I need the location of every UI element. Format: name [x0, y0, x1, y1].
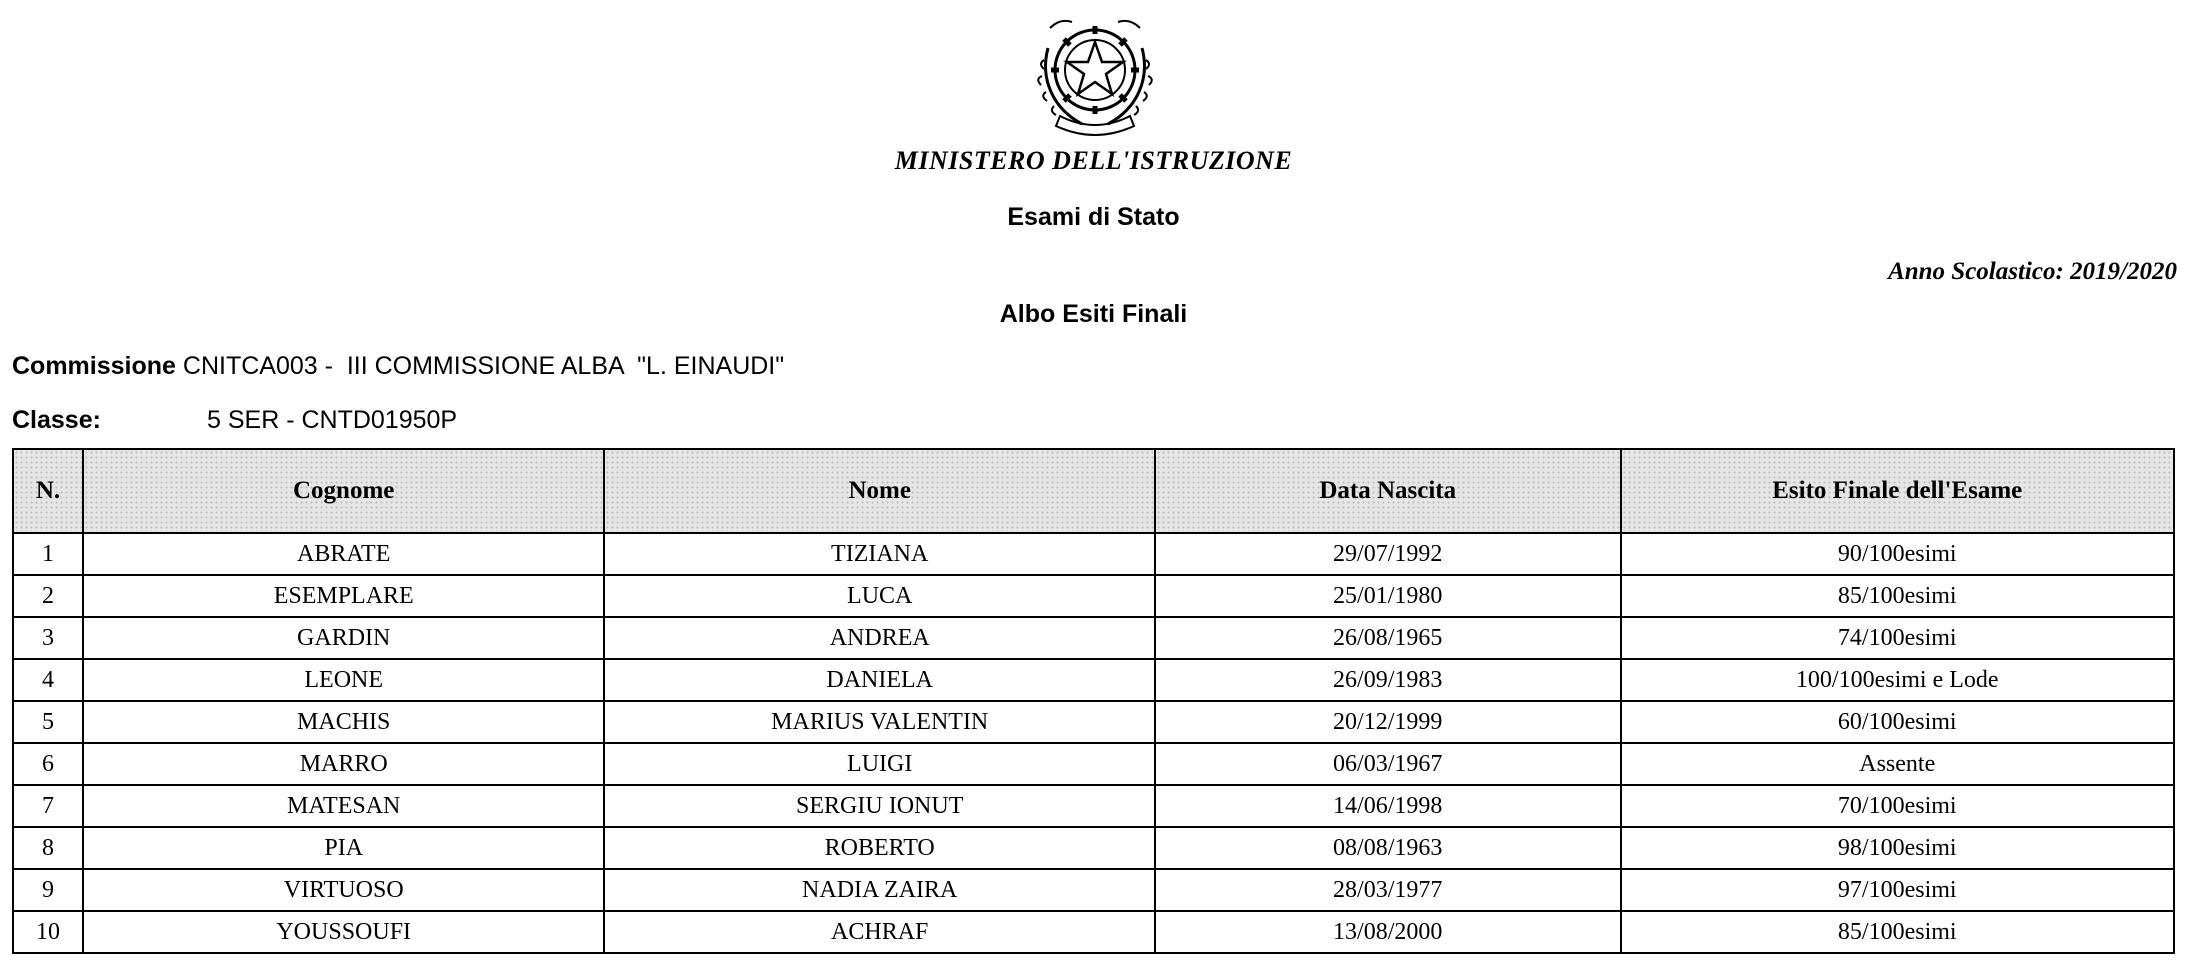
school-year: Anno Scolastico: 2019/2020	[1888, 258, 2177, 285]
cell-surname: ESEMPLARE	[83, 575, 605, 617]
cell-name: MARIUS VALENTIN	[604, 701, 1154, 743]
ministry-title: MINISTERO DELL'ISTRUZIONE	[894, 146, 1293, 175]
commission-line	[12, 352, 784, 381]
cell-number: 2	[13, 575, 83, 617]
class-label: Classe:	[12, 406, 101, 434]
cell-number: 10	[13, 911, 83, 953]
cell-birth-date: 29/07/1992	[1155, 533, 1621, 575]
cell-final-result: 85/100esimi	[1621, 575, 2175, 617]
cell-name: LUCA	[604, 575, 1154, 617]
cell-surname: MARRO	[83, 743, 605, 785]
cell-name: DANIELA	[604, 659, 1154, 701]
cell-birth-date: 13/08/2000	[1155, 911, 1621, 953]
cell-number: 9	[13, 869, 83, 911]
cell-surname: MACHIS	[83, 701, 605, 743]
cell-birth-date: 06/03/1967	[1155, 743, 1621, 785]
cell-final-result: 70/100esimi	[1621, 785, 2175, 827]
exams-subtitle: Esami di Stato	[1007, 203, 1180, 231]
header-birth-date: Data Nascita	[1155, 449, 1621, 533]
cell-surname: PIA	[83, 827, 605, 869]
header-final-result: Esito Finale dell'Esame	[1621, 449, 2175, 533]
italian-republic-emblem-icon	[1030, 8, 1160, 142]
table-row	[13, 827, 2174, 869]
cell-final-result: 60/100esimi	[1621, 701, 2175, 743]
commission-label: Commissione	[12, 352, 176, 380]
cell-surname: MATESAN	[83, 785, 605, 827]
cell-name: SERGIU IONUT	[604, 785, 1154, 827]
cell-surname: YOUSSOUFI	[83, 911, 605, 953]
cell-number: 5	[13, 701, 83, 743]
header-number: N.	[13, 449, 83, 533]
cell-final-result: 85/100esimi	[1621, 911, 2175, 953]
cell-name: LUIGI	[604, 743, 1154, 785]
cell-name: NADIA ZAIRA	[604, 869, 1154, 911]
cell-number: 1	[13, 533, 83, 575]
table-row	[13, 701, 2174, 743]
cell-surname: LEONE	[83, 659, 605, 701]
results-table	[12, 448, 2175, 954]
header-name: Nome	[604, 449, 1154, 533]
cell-birth-date: 28/03/1977	[1155, 869, 1621, 911]
table-header-row	[13, 449, 2174, 533]
cell-name: ROBERTO	[604, 827, 1154, 869]
table-row	[13, 785, 2174, 827]
table-row	[13, 533, 2174, 575]
cell-name: ACHRAF	[604, 911, 1154, 953]
cell-final-result: 97/100esimi	[1621, 869, 2175, 911]
cell-birth-date: 26/09/1983	[1155, 659, 1621, 701]
cell-number: 3	[13, 617, 83, 659]
cell-surname: GARDIN	[83, 617, 605, 659]
page-title: Albo Esiti Finali	[999, 300, 1188, 328]
header-surname: Cognome	[83, 449, 605, 533]
cell-final-result: 100/100esimi e Lode	[1621, 659, 2175, 701]
cell-name: TIZIANA	[604, 533, 1154, 575]
cell-final-result: 98/100esimi	[1621, 827, 2175, 869]
table-row	[13, 911, 2174, 953]
commission-value: CNITCA003 - III COMMISSIONE ALBA "L. EINAUDI"	[182, 352, 785, 380]
table-row	[13, 659, 2174, 701]
cell-birth-date: 08/08/1963	[1155, 827, 1621, 869]
cell-number: 4	[13, 659, 83, 701]
class-value: 5 SER - CNTD01950P	[207, 406, 458, 434]
cell-birth-date: 25/01/1980	[1155, 575, 1621, 617]
cell-number: 7	[13, 785, 83, 827]
table-row	[13, 575, 2174, 617]
cell-number: 6	[13, 743, 83, 785]
cell-final-result: 90/100esimi	[1621, 533, 2175, 575]
cell-number: 8	[13, 827, 83, 869]
class-line	[12, 406, 457, 435]
table-row	[13, 743, 2174, 785]
cell-name: ANDREA	[604, 617, 1154, 659]
cell-birth-date: 20/12/1999	[1155, 701, 1621, 743]
cell-birth-date: 26/08/1965	[1155, 617, 1621, 659]
table-row	[13, 869, 2174, 911]
table-row	[13, 617, 2174, 659]
cell-surname: ABRATE	[83, 533, 605, 575]
cell-surname: VIRTUOSO	[83, 869, 605, 911]
cell-birth-date: 14/06/1998	[1155, 785, 1621, 827]
cell-final-result: Assente	[1621, 743, 2175, 785]
cell-final-result: 74/100esimi	[1621, 617, 2175, 659]
